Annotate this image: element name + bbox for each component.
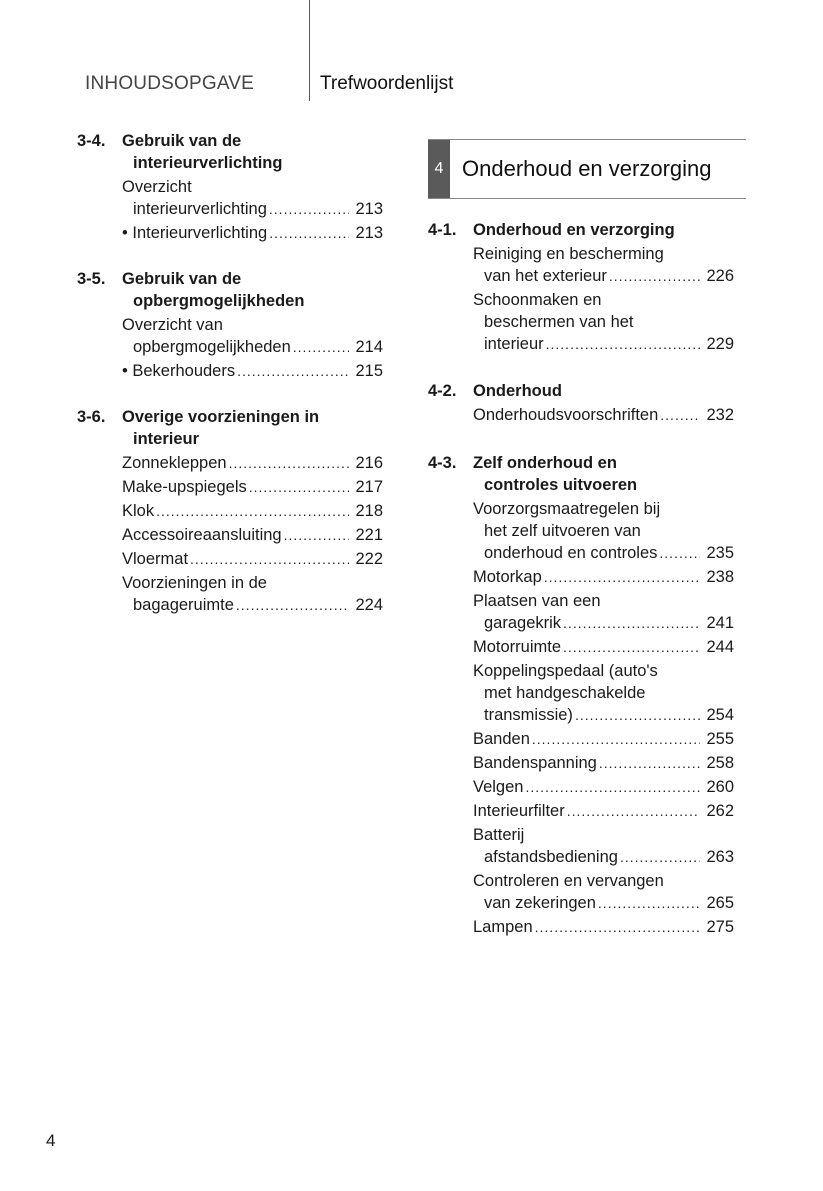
toc-entry[interactable] xyxy=(122,572,383,616)
entry-text: transmissie) xyxy=(484,706,573,724)
entry-text-line: Voorzorgsmaatregelen bij xyxy=(473,500,661,518)
toc-entry[interactable] xyxy=(122,222,383,244)
toc-entry[interactable] xyxy=(473,566,734,588)
dot-leader xyxy=(269,198,350,220)
page-reference: 213 xyxy=(355,224,383,242)
chapter-number: 4 xyxy=(428,140,450,198)
page-reference: 255 xyxy=(706,730,734,748)
section-title-line: opbergmogelijkheden xyxy=(133,292,305,310)
page-reference: 254 xyxy=(706,706,734,724)
dot-leader xyxy=(563,612,700,634)
toc-section xyxy=(428,380,734,426)
entry-last-line xyxy=(473,612,734,634)
section-heading[interactable] xyxy=(77,406,383,450)
section-heading[interactable] xyxy=(428,452,734,496)
page-reference: 229 xyxy=(706,335,734,353)
section-title xyxy=(122,130,383,174)
page-reference: 275 xyxy=(706,918,734,936)
section-heading[interactable] xyxy=(77,268,383,312)
toc-entries xyxy=(122,314,383,382)
toc-entry[interactable] xyxy=(473,404,734,426)
entry-last-line xyxy=(122,360,383,382)
entry-last-line xyxy=(473,704,734,726)
page-reference: 265 xyxy=(706,894,734,912)
toc-entries xyxy=(473,404,734,426)
section-number: 4-1. xyxy=(428,221,457,239)
page-reference: 262 xyxy=(706,802,734,820)
section-title-line: controles uitvoeren xyxy=(484,476,638,494)
dot-leader xyxy=(598,892,701,914)
entry-last-line xyxy=(122,548,383,570)
dot-leader xyxy=(659,542,700,564)
entry-last-line xyxy=(122,500,383,522)
page-reference: 214 xyxy=(355,338,383,356)
section-title xyxy=(473,380,734,402)
entry-last-line xyxy=(473,542,734,564)
dot-leader xyxy=(269,222,349,244)
entry-text: Make-upspiegels xyxy=(122,478,247,496)
page-reference: 244 xyxy=(706,638,734,656)
entry-text: Zonnekleppen xyxy=(122,454,227,472)
page-reference: 235 xyxy=(706,544,734,562)
entry-text: Interieurfilter xyxy=(473,802,565,820)
chapter-banner xyxy=(428,139,746,199)
toc-entries xyxy=(473,243,734,355)
header-divider xyxy=(309,0,310,101)
chapter-title: Onderhoud en verzorging xyxy=(462,156,712,181)
section-title-line: Gebruik van de xyxy=(122,270,242,288)
toc-entry[interactable] xyxy=(473,800,734,822)
toc-entry[interactable] xyxy=(473,498,734,564)
dot-leader xyxy=(293,336,350,358)
entry-last-line xyxy=(122,336,383,358)
section-heading[interactable] xyxy=(428,219,734,241)
dot-leader xyxy=(284,524,350,546)
toc-entry[interactable] xyxy=(122,524,383,546)
toc-entry[interactable] xyxy=(122,314,383,358)
entry-text: Accessoireaansluiting xyxy=(122,526,282,544)
entry-last-line xyxy=(122,594,383,616)
section-title-line: Onderhoud xyxy=(473,382,562,400)
page-reference: 217 xyxy=(355,478,383,496)
section-heading[interactable] xyxy=(77,130,383,174)
section-heading[interactable] xyxy=(428,380,734,402)
entry-text: • Interieurverlichting xyxy=(122,224,268,242)
entry-text: van het exterieur xyxy=(484,267,607,285)
header-toc-label[interactable]: INHOUDSOPGAVE xyxy=(85,73,255,94)
entry-text-line: het zelf uitvoeren van xyxy=(484,522,641,540)
toc-entry[interactable] xyxy=(473,776,734,798)
entry-last-line xyxy=(473,846,734,868)
page-reference: 258 xyxy=(706,754,734,772)
dot-leader xyxy=(532,728,701,750)
toc-entry[interactable] xyxy=(473,752,734,774)
section-number: 3-4. xyxy=(77,132,106,150)
page-reference: 216 xyxy=(355,454,383,472)
section-title xyxy=(473,219,734,241)
header-index-label[interactable]: Trefwoordenlijst xyxy=(320,73,454,94)
page-reference: 213 xyxy=(355,200,383,218)
entry-text-line: Koppelingspedaal (auto's xyxy=(473,662,658,680)
entry-text-line: Batterij xyxy=(473,826,525,844)
toc-entry[interactable] xyxy=(122,176,383,220)
dot-leader xyxy=(609,265,701,287)
page-reference: 221 xyxy=(355,526,383,544)
entry-last-line xyxy=(473,404,734,426)
entry-text-line: Overzicht van xyxy=(122,316,223,334)
section-title-line: Zelf onderhoud en xyxy=(473,454,617,472)
entry-last-line xyxy=(473,776,734,798)
section-title-line: interieur xyxy=(133,430,200,448)
toc-entry[interactable] xyxy=(473,590,734,634)
toc-section xyxy=(77,268,383,382)
page-reference: 263 xyxy=(706,848,734,866)
entry-last-line xyxy=(122,476,383,498)
entry-text-line: beschermen van het xyxy=(484,313,634,331)
page-reference: 238 xyxy=(706,568,734,586)
section-title-line: Onderhoud en verzorging xyxy=(473,221,675,239)
toc-section xyxy=(77,130,383,244)
page-reference: 241 xyxy=(706,614,734,632)
entry-text: van zekeringen xyxy=(484,894,596,912)
entry-text-line: Schoonmaken en xyxy=(473,291,602,309)
toc-entries xyxy=(122,176,383,244)
section-title xyxy=(473,452,734,496)
toc-entry[interactable] xyxy=(473,660,734,726)
toc-entries xyxy=(122,452,383,616)
entry-last-line xyxy=(473,566,734,588)
entry-last-line xyxy=(473,728,734,750)
entry-text: Bandenspanning xyxy=(473,754,597,772)
page-number: 4 xyxy=(46,1131,56,1150)
entry-text-line: Reiniging en bescherming xyxy=(473,245,664,263)
entry-last-line xyxy=(473,752,734,774)
dot-leader xyxy=(546,333,701,355)
toc-entry[interactable] xyxy=(473,289,734,355)
dot-leader xyxy=(544,566,701,588)
entry-text-line: Voorzieningen in de xyxy=(122,574,267,592)
entry-text: interieur xyxy=(484,335,544,353)
entry-text: Motorruimte xyxy=(473,638,562,656)
entry-text-line: Controleren en vervangen xyxy=(473,872,664,890)
page-reference: 215 xyxy=(355,362,383,380)
dot-leader xyxy=(535,916,701,938)
entry-text-line: Overzicht xyxy=(122,178,192,196)
toc-entry[interactable] xyxy=(473,870,734,914)
section-title-line: Gebruik van de xyxy=(122,132,242,150)
dot-leader xyxy=(156,500,349,522)
dot-leader xyxy=(236,594,350,616)
toc-entry[interactable] xyxy=(122,500,383,522)
section-title xyxy=(122,268,383,312)
entry-last-line xyxy=(473,800,734,822)
entry-text: garagekrik xyxy=(484,614,562,632)
section-number: 4-3. xyxy=(428,454,457,472)
dot-leader xyxy=(599,752,701,774)
toc-entry[interactable] xyxy=(473,824,734,868)
entry-text: • Bekerhouders xyxy=(122,362,236,380)
entry-text: opbergmogelijkheden xyxy=(133,338,291,356)
page-reference: 218 xyxy=(355,502,383,520)
page-reference: 222 xyxy=(355,550,383,568)
entry-last-line xyxy=(122,524,383,546)
entry-text: interieurverlichting xyxy=(133,200,267,218)
toc-entry[interactable] xyxy=(473,636,734,658)
entry-text: Onderhoudsvoorschriften xyxy=(473,406,659,424)
toc-entry[interactable] xyxy=(122,476,383,498)
entry-last-line xyxy=(122,198,383,220)
entry-last-line xyxy=(473,265,734,287)
dot-leader xyxy=(563,636,700,658)
entry-last-line xyxy=(122,222,383,244)
entry-text: afstandsbediening xyxy=(484,848,618,866)
section-title-line: interieurverlichting xyxy=(133,154,283,172)
toc-entry[interactable] xyxy=(473,916,734,938)
entry-last-line xyxy=(473,916,734,938)
dot-leader xyxy=(229,452,350,474)
entry-text: Banden xyxy=(473,730,530,748)
page-reference: 260 xyxy=(706,778,734,796)
entry-text: Lampen xyxy=(473,918,533,936)
toc-entry[interactable] xyxy=(473,243,734,287)
entry-last-line xyxy=(473,333,734,355)
entry-text: Velgen xyxy=(473,778,524,796)
section-number: 4-2. xyxy=(428,382,457,400)
entry-last-line xyxy=(122,452,383,474)
dot-leader xyxy=(237,360,349,382)
dot-leader xyxy=(575,704,701,726)
entry-last-line xyxy=(473,892,734,914)
dot-leader xyxy=(620,846,701,868)
section-number: 3-5. xyxy=(77,270,106,288)
entry-text: onderhoud en controles xyxy=(484,544,658,562)
toc-section xyxy=(428,219,734,355)
dot-leader xyxy=(525,776,700,798)
dot-leader xyxy=(660,404,700,426)
entry-text: Vloermat xyxy=(122,550,189,568)
entry-text: Klok xyxy=(122,502,155,520)
toc-section xyxy=(77,406,383,616)
toc-entry[interactable] xyxy=(122,360,383,382)
dot-leader xyxy=(190,548,349,570)
entry-text: bagageruimte xyxy=(133,596,234,614)
entry-text-line: met handgeschakelde xyxy=(484,684,646,702)
dot-leader xyxy=(567,800,701,822)
section-number: 3-6. xyxy=(77,408,106,426)
entry-text: Motorkap xyxy=(473,568,542,586)
dot-leader xyxy=(249,476,350,498)
entry-text-line: Plaatsen van een xyxy=(473,592,601,610)
page-reference: 226 xyxy=(706,267,734,285)
toc-entry[interactable] xyxy=(122,548,383,570)
page-reference: 224 xyxy=(355,596,383,614)
toc-entry[interactable] xyxy=(473,728,734,750)
toc-section xyxy=(428,452,734,938)
toc-entries xyxy=(473,498,734,938)
page-reference: 232 xyxy=(706,406,734,424)
toc-entry[interactable] xyxy=(122,452,383,474)
section-title-line: Overige voorzieningen in xyxy=(122,408,320,426)
section-title xyxy=(122,406,383,450)
entry-last-line xyxy=(473,636,734,658)
